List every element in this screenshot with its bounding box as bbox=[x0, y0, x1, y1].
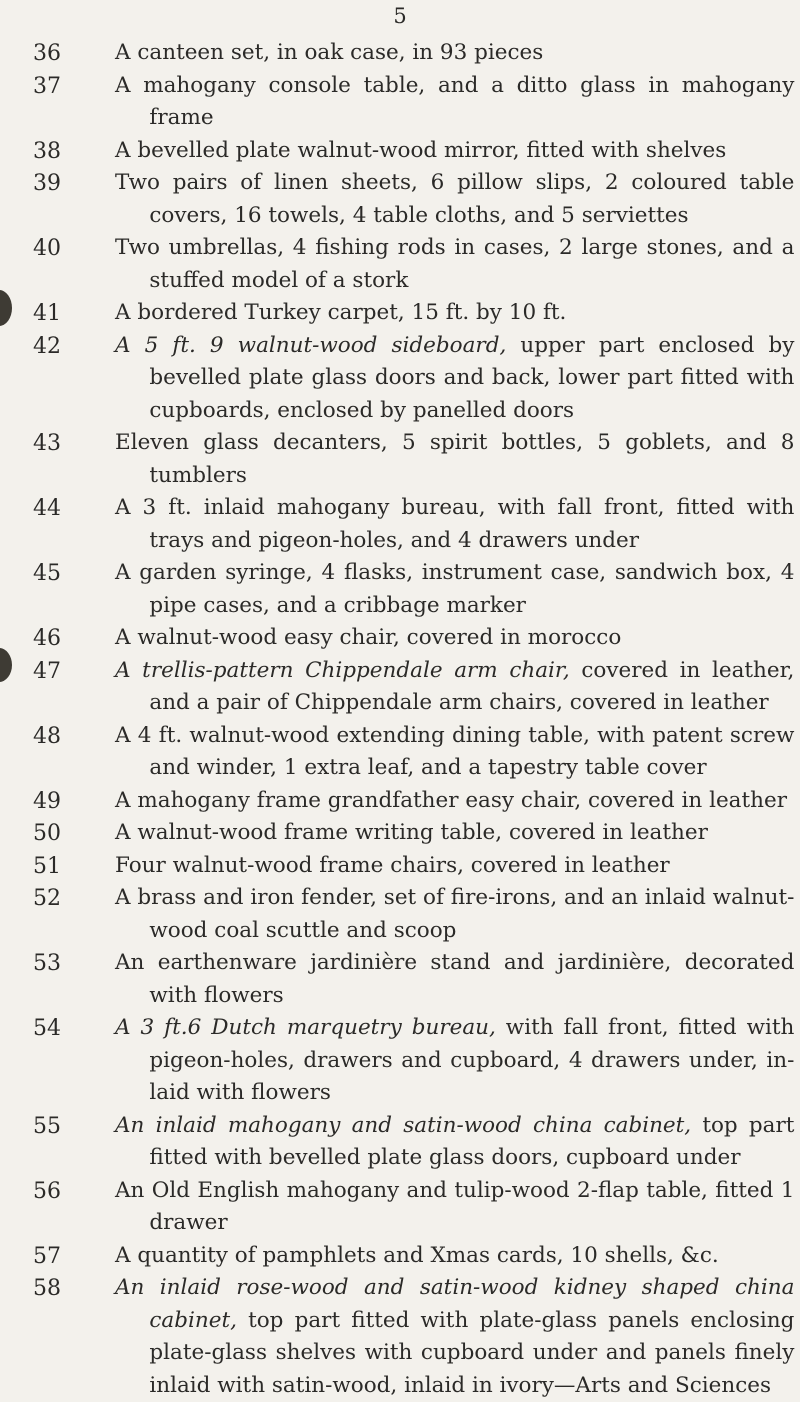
lot-description: Two pairs of linen sheets, 6 pillow slips, 2 coloured table covers, 16 towels, 4 table cloths, and 5 serviettes bbox=[115, 170, 795, 228]
lot-entry bbox=[0, 1110, 800, 1175]
lot-entry bbox=[0, 1240, 800, 1273]
lot-entry bbox=[0, 232, 800, 297]
lot-description-italic: A 3 ft.6 Dutch marquetry bureau, bbox=[115, 1015, 496, 1040]
lot-number: 47 bbox=[33, 658, 61, 684]
lot-number: 42 bbox=[33, 333, 61, 359]
lot-description-full bbox=[769, 687, 770, 688]
lot-entry bbox=[0, 882, 800, 947]
lot-description bbox=[115, 655, 794, 720]
lot-description-rest: top part fitted with bevelled plate glass doors, cupboard under bbox=[149, 1112, 795, 1170]
lot-number: 49 bbox=[33, 788, 61, 814]
lot-number: 43 bbox=[33, 431, 61, 456]
lot-number: 39 bbox=[33, 171, 61, 196]
lot-entry bbox=[0, 330, 800, 428]
lot-description bbox=[115, 1012, 794, 1110]
lot-description: A 3 ft. inlaid mahogany bureau, with fall front, fitted with trays and pigeon-holes, and 4 drawers under bbox=[115, 495, 795, 553]
lot-description-italic: An inlaid rose-wood and satin-wood kidney shaped china cabinet, bbox=[115, 1275, 795, 1333]
lot-description: Two umbrellas, 4 fishing rods in cases, 2 large stones, and a stuffed model of a stork bbox=[115, 235, 795, 293]
lot-description: An earthenware jardinière stand and jardinière, decorated with flowers bbox=[115, 950, 795, 1008]
lot-number: 53 bbox=[33, 951, 61, 976]
lot-number: 55 bbox=[33, 1113, 61, 1139]
lot-number: 50 bbox=[33, 821, 61, 846]
lot-description: Eleven glass decanters, 5 spirit bottles, 5 goblets, and 8 tumblers bbox=[115, 430, 795, 488]
lot-number: 40 bbox=[33, 236, 61, 261]
page-number: 5 bbox=[393, 4, 407, 28]
lot-description-full bbox=[331, 1077, 332, 1078]
lot-entry bbox=[0, 850, 800, 883]
lot-number: 46 bbox=[33, 626, 61, 651]
lot-description: A mahogany frame grandfather easy chair, covered in leather bbox=[115, 787, 787, 813]
lot-entry bbox=[0, 785, 800, 818]
lot-description-italic: A trellis-pattern Chippendale arm chair, bbox=[115, 657, 570, 683]
lot-description: A walnut-wood frame writing table, covered in leather bbox=[115, 820, 708, 845]
lot-description: Four walnut-wood frame chairs, covered in leather bbox=[115, 852, 670, 878]
lot-entry bbox=[0, 427, 800, 492]
lot-description: An Old English mahogany and tulip-wood 2-flap table, fitted 1 drawer bbox=[115, 1177, 795, 1235]
lot-list bbox=[0, 37, 800, 1402]
lot-number: 36 bbox=[33, 41, 61, 66]
lot-description: A brass and iron fender, set of fire-irons, and an inlaid walnut-wood coal scuttle and scoop bbox=[115, 885, 795, 943]
lot-number: 54 bbox=[33, 1016, 61, 1041]
lot-description-rest: with fall front, fitted with pigeon-holes, drawers and cupboard, 4 drawers under, in-laid with flowers bbox=[149, 1015, 795, 1105]
lot-description: A garden syringe, 4 flasks, instrument case, sandwich box, 4 pipe cases, and a cribbage marker bbox=[115, 560, 795, 618]
lot-entry bbox=[0, 1272, 800, 1402]
lot-description: A 4 ft. walnut-wood extending dining table, with patent screw and winder, 1 extra leaf, and a tapestry table cover bbox=[115, 722, 795, 780]
lot-description: A canteen set, in oak case, in 93 pieces bbox=[115, 40, 544, 65]
lot-number: 44 bbox=[33, 496, 61, 521]
lot-entry bbox=[0, 655, 800, 720]
lot-entry bbox=[0, 167, 800, 232]
lot-description bbox=[115, 1272, 794, 1402]
lot-entry bbox=[0, 1012, 800, 1110]
lot-number: 57 bbox=[33, 1243, 61, 1269]
lot-description-full bbox=[574, 395, 575, 396]
lot-entry bbox=[0, 720, 800, 785]
lot-entry bbox=[0, 37, 800, 70]
lot-number: 38 bbox=[33, 138, 61, 164]
lot-description-full bbox=[741, 1142, 742, 1143]
lot-description-rest: top part fitted with plate-glass panels enclosing plate-glass shelves with cupboard under and panels finely inlaid with satin-wood, inlaid in ivory—Arts and Sciences bbox=[149, 1307, 795, 1398]
lot-description: A walnut-wood easy chair, covered in morocco bbox=[115, 625, 622, 650]
lot-description-rest: upper part enclosed by bevelled plate glass doors and back, lower part fitted with cupboards, enclosed by panelled doors bbox=[149, 332, 795, 423]
lot-description: A mahogany console table, and a ditto glass in mahogany frame bbox=[115, 72, 795, 130]
lot-number: 52 bbox=[33, 886, 61, 911]
lot-description bbox=[115, 330, 794, 428]
lot-entry bbox=[0, 297, 800, 330]
lot-description-rest: covered in leather, and a pair of Chippendale arm chairs, covered in leather bbox=[149, 657, 795, 715]
lot-entry bbox=[0, 947, 800, 1012]
lot-entry bbox=[0, 70, 800, 135]
lot-number: 41 bbox=[33, 301, 61, 326]
lot-number: 48 bbox=[33, 723, 61, 749]
lot-entry bbox=[0, 492, 800, 557]
lot-number: 58 bbox=[33, 1276, 61, 1301]
lot-entry bbox=[0, 135, 800, 168]
lot-number: 51 bbox=[33, 853, 61, 879]
lot-description-italic: An inlaid mahogany and satin-wood china cabinet, bbox=[115, 1112, 692, 1138]
lot-description bbox=[115, 1110, 794, 1175]
lot-entry bbox=[0, 557, 800, 622]
lot-description: A bordered Turkey carpet, 15 ft. by 10 ft. bbox=[115, 300, 567, 325]
lot-entry bbox=[0, 817, 800, 850]
lot-description: A quantity of pamphlets and Xmas cards, 10 shells, &c. bbox=[115, 1242, 719, 1268]
lot-description-italic: A 5 ft. 9 walnut-wood sideboard, bbox=[115, 332, 507, 358]
lot-description-full bbox=[771, 1370, 772, 1371]
lot-number: 45 bbox=[33, 561, 61, 586]
lot-description: A bevelled plate walnut-wood mirror, fitted with shelves bbox=[115, 137, 727, 163]
lot-number: 37 bbox=[33, 73, 61, 99]
lot-entry bbox=[0, 1175, 800, 1240]
lot-number: 56 bbox=[33, 1178, 61, 1204]
lot-entry bbox=[0, 622, 800, 655]
